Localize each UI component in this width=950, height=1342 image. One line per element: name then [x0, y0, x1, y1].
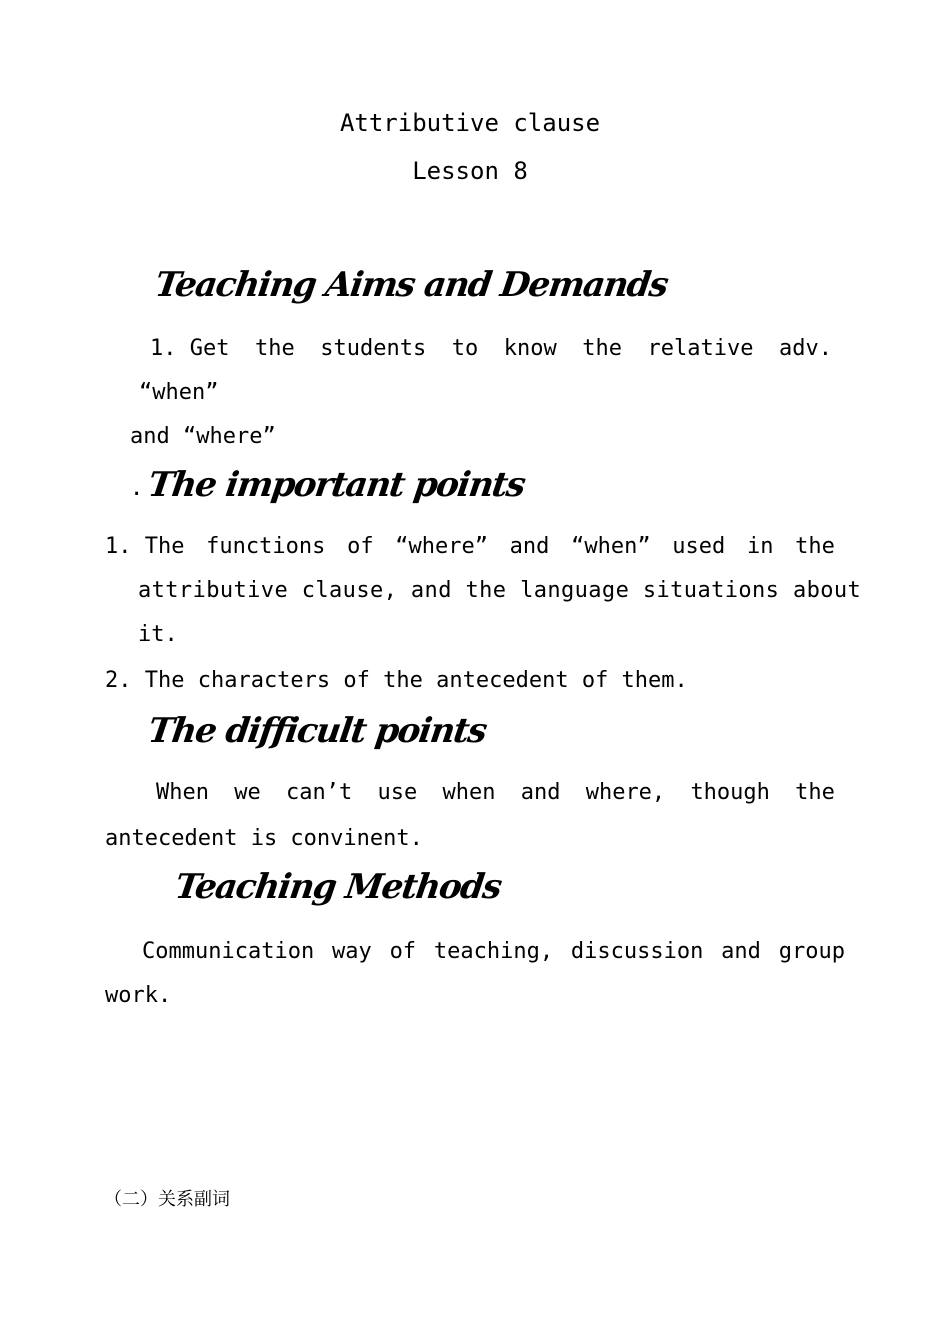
- document-title: Attributive clause: [339, 109, 601, 137]
- methods-line-2: work.: [105, 983, 172, 1008]
- word: of: [347, 534, 374, 559]
- word: know: [503, 336, 557, 361]
- important-item-2: 2. The characters of the antecedent of them.: [105, 668, 688, 693]
- word: functions: [206, 534, 326, 559]
- word: and: [721, 939, 761, 964]
- word: can’t: [285, 780, 353, 805]
- document-subtitle: Lesson 8: [412, 157, 528, 185]
- footer-chinese-heading: （二）关系副词: [104, 1189, 230, 1210]
- word: and: [509, 534, 550, 559]
- difficult-line-2: antecedent is convinent.: [105, 826, 423, 851]
- word: and: [520, 780, 561, 805]
- word: adv.: [779, 336, 832, 361]
- difficult-line-1: [156, 782, 835, 804]
- word: 1. The: [105, 534, 185, 559]
- word: use: [377, 780, 418, 805]
- word: 1. Get: [150, 336, 230, 361]
- word: where,: [585, 780, 666, 805]
- word: way: [332, 939, 372, 964]
- word: we: [234, 780, 261, 805]
- methods-line-1: [142, 941, 845, 963]
- important-prefix: .: [130, 476, 144, 501]
- important-item-1-line-3: it.: [138, 622, 178, 647]
- word: “when”: [571, 534, 651, 559]
- heading-teaching-aims: Teaching Aims and Demands: [152, 265, 670, 305]
- word: the: [255, 336, 295, 361]
- aims-line-3: and “where”: [130, 424, 276, 449]
- word: though: [690, 780, 770, 805]
- word: the: [795, 780, 835, 805]
- important-item-1-line-1: [105, 536, 835, 558]
- word: of: [389, 939, 417, 964]
- word: the: [795, 534, 835, 559]
- word: the: [582, 336, 623, 361]
- word: used: [672, 534, 726, 559]
- word: in: [746, 534, 774, 559]
- heading-teaching-methods: Teaching Methods: [172, 867, 504, 907]
- aims-line-2: “when”: [139, 380, 219, 405]
- word: students: [320, 336, 427, 361]
- word: teaching,: [433, 939, 554, 964]
- heading-important-points: The important points: [145, 465, 527, 505]
- heading-difficult-points: The difficult points: [145, 711, 489, 751]
- word: to: [451, 336, 479, 361]
- word: “where”: [395, 534, 488, 559]
- word: when: [442, 780, 496, 805]
- word: Communication: [142, 939, 315, 964]
- word: When: [156, 780, 209, 805]
- aims-line-1: [150, 338, 832, 360]
- word: discussion: [570, 939, 704, 964]
- important-item-1-line-2: attributive clause, and the language situations about: [138, 578, 862, 603]
- word: group: [778, 939, 845, 964]
- word: relative: [647, 336, 754, 361]
